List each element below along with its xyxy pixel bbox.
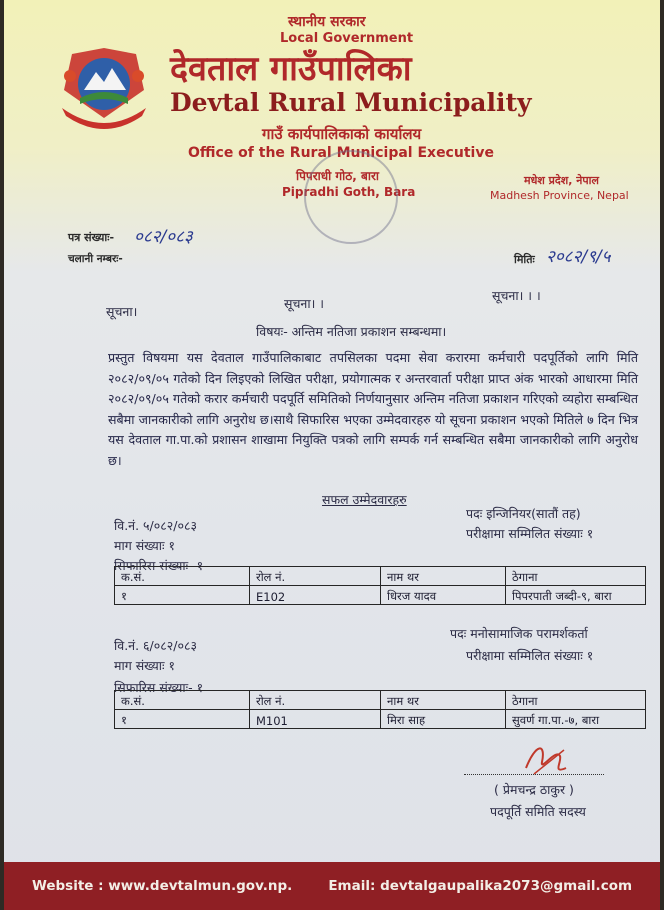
notice-2: सूचना। । (284, 296, 325, 311)
gov-np: स्थानीय सरकार (288, 14, 366, 30)
province-en: Madhesh Province, Nepal (490, 189, 629, 202)
cell-address: पिपरपाती जब्दी-९, बारा (506, 586, 646, 605)
ref-value: ०८२/०८३ (134, 227, 193, 247)
table-row (115, 586, 646, 605)
notice-3: सूचना। । । (492, 288, 541, 303)
footer-website[interactable]: Website : www.devtalmun.gov.np. (31, 878, 293, 894)
position-2-recommended: सिफारिस संख्याः- १ (114, 680, 204, 695)
subject: विषयः- अन्तिम नतिजा प्रकाशन सम्बन्धमा। (256, 324, 447, 339)
cell-roll: E102 (250, 586, 381, 605)
cell-address: सुवर्ण गा.पा.-७, बारा (506, 710, 646, 729)
province-np: मधेश प्रदेश, नेपाल (524, 174, 599, 187)
position-1-post: पदः इन्जिनियर(सातौं तह) (466, 506, 581, 521)
notice-1: सूचना। (106, 304, 138, 319)
position-2-post: पदः मनोसामाजिक परामर्शकर्ता (450, 626, 588, 641)
position-2-vi-no: वि.नं. ६/०८२/०८३ (114, 638, 197, 653)
official-stamp (304, 150, 398, 244)
position-1-table (114, 566, 646, 605)
gov-en: Local Government (280, 31, 414, 46)
position-1-examinees: परीक्षामा सम्मिलित संख्याः १ (466, 526, 594, 541)
dispatch-label: चलानी नम्बरः- (68, 253, 123, 265)
cell-name: धिरज यादव (381, 586, 506, 605)
signatory-title: पदपूर्ति समिति सदस्य (490, 804, 586, 819)
signatory-name: ( प्रेमचन्द्र ठाकुर ) (494, 782, 574, 797)
col-roll: रोल नं. (250, 691, 381, 710)
office-np: गाउँ कार्यपालिकाको कार्यालय (262, 125, 422, 143)
table-header-row (115, 691, 646, 710)
office-en: Office of the Rural Municipal Executive (188, 145, 494, 161)
col-address: ठेगाना (506, 691, 646, 710)
table-header-row (115, 567, 646, 586)
signature-line (464, 774, 604, 775)
position-2-demand: माग संख्याः १ (114, 658, 175, 673)
position-2-examinees: परीक्षामा सम्मिलित संख्याः १ (466, 648, 594, 663)
cell-name: मिरा साह (381, 710, 506, 729)
col-name: नाम थर (381, 567, 506, 586)
col-sn: क.सं. (115, 691, 250, 710)
cell-sn: १ (115, 586, 250, 605)
position-1-vi-no: वि.नं. ५/०८२/०८३ (114, 518, 197, 533)
col-sn: क.सं. (115, 567, 250, 586)
body-paragraph: प्रस्तुत विषयमा यस देवताल गाउँपालिकाबाट तपसिलका पदमा सेवा करारमा कर्मचारी पदपूर्तिको लागि मिति २०८२/०९/०५ गतेको दिन लिइएको लिखित परीक्षा, प्रयोगात्मक र अन्तरवार्ता परीक्षा प्राप्त अंक भारको आधारमा मिति २०८२/०९/०५ गतेको करार कर्मचारी पदपूर्ति समितिको निर्णयानुसार अन्तिम नतिजा प्रकाशन गरिएको व्यहोरा सम्बन्धित सबैमा जानकारीको लागि अनुरोध छ।साथै सिफारिस भएका उम्मेदवारहरु यो सूचना प्रकाशन भएको मितिले ७ दिन भित्र यस देवताल गा.पा.को प्रशासन शाखामा नियुक्ति पत्रको लागि सम्पर्क गर्न सम्बन्धित सबैमा जानकारीको लागि अनुरोध छ। (108, 350, 638, 468)
ref-label: पत्र संख्याः- (68, 231, 115, 244)
col-roll: रोल नं. (250, 567, 381, 586)
successful-heading: सफल उम्मेदवारहरु (322, 492, 407, 507)
letter-page (4, 0, 660, 910)
table-row (115, 710, 646, 729)
position-1-recommended: सिफारिस संख्याः- १ (114, 558, 204, 573)
place-np: पिपराधी गोठ, बारा (296, 169, 379, 183)
municipality-name-np: देवताल गाउँपालिका (170, 49, 412, 89)
signature-icon (516, 738, 576, 784)
footer-bar (4, 862, 660, 910)
date-label: मितिः (514, 253, 535, 266)
date-value: २०८२/९/५ (546, 247, 611, 267)
position-1-demand: माग संख्याः १ (114, 538, 175, 553)
place-en: Pipradhi Goth, Bara (282, 185, 416, 199)
position-2-table (114, 690, 646, 729)
municipality-name-en: Devtal Rural Municipality (170, 88, 532, 117)
col-address: ठेगाना (506, 567, 646, 586)
emblem-icon (54, 46, 154, 134)
cell-roll: M101 (250, 710, 381, 729)
col-name: नाम थर (381, 691, 506, 710)
footer-email[interactable]: Email: devtalgaupalika2073@gmail.com (328, 878, 633, 894)
cell-sn: १ (115, 710, 250, 729)
